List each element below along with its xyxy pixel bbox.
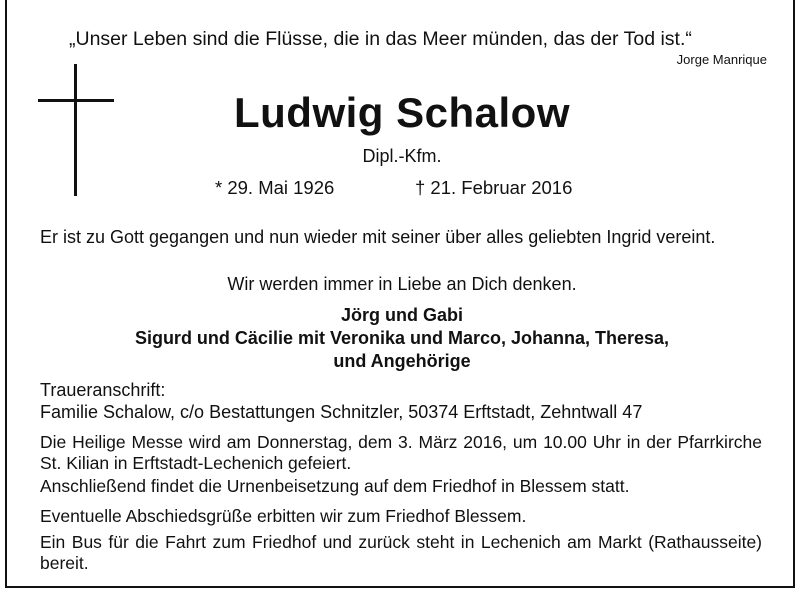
family-line-3: und Angehörige [333, 351, 471, 371]
burial-line: Anschließend findet die Urnenbeisetzung auf dem Friedhof in Blessem statt. [40, 476, 630, 496]
remembrance-line: Wir werden immer in Liebe an Dich denken. [227, 274, 577, 294]
address-line: Familie Schalow, c/o Bestattungen Schnitzler, 50374 Erftstadt, Zehntwall 47 [40, 402, 643, 422]
family-line-2: Sigurd und Cäcilie mit Veronika und Marco, Johanna, Theresa, [134, 328, 670, 348]
obituary-notice [5, 0, 795, 588]
intro-paragraph: Er ist zu Gott gegangen und nun wieder mit seiner über alles geliebten Ingrid vereint. [40, 227, 716, 247]
academic-degree: Dipl.-Kfm. [362, 146, 442, 166]
quote-author: Jorge Manrique [676, 52, 767, 67]
death-date: † 21. Februar 2016 [415, 177, 573, 198]
address-label: Traueranschrift: [40, 380, 166, 400]
mass-paragraph: Die Heilige Messe wird am Donnerstag, dem 3. März 2016, um 10.00 Uhr in der Pfarrkirche St. Kilian in Erftstadt-Lechenich gefeiert. [40, 432, 762, 473]
deceased-name: Ludwig Schalow [233, 89, 570, 136]
quote-text: „Unser Leben sind die Flüsse, die in das Meer münden, das der Tod ist.“ [69, 28, 692, 50]
birth-date: * 29. Mai 1926 [215, 177, 335, 198]
greetings-line: Eventuelle Abschiedsgrüße erbitten wir zum Friedhof Blessem. [40, 506, 527, 526]
family-line-1: Jörg und Gabi [340, 305, 463, 325]
bus-paragraph: Ein Bus für die Fahrt zum Friedhof und zurück steht in Lechenich am Markt (Rathausseite) bereit. [40, 532, 762, 573]
